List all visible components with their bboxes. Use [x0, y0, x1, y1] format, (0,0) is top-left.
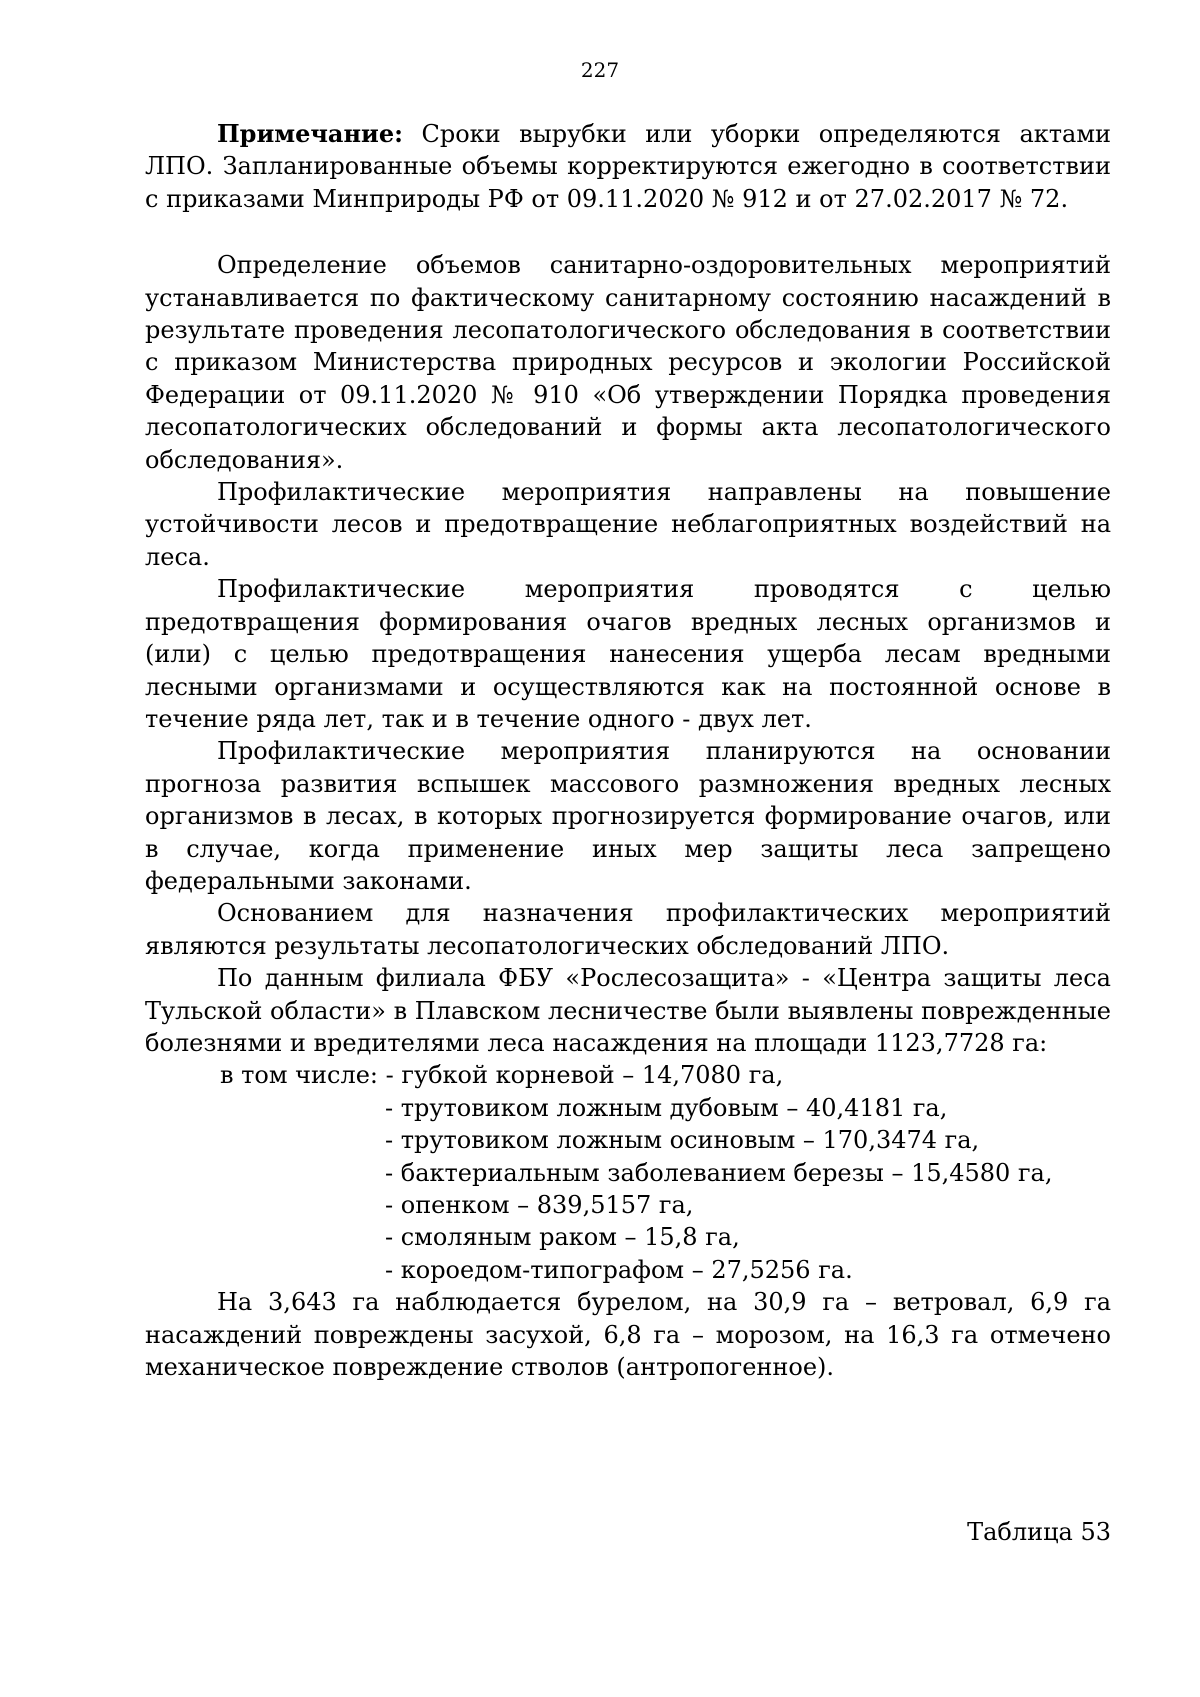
document-body — [145, 118, 1111, 1383]
paragraph-damage-data: По данным филиала ФБУ «Рослесозащита» - «Центра защиты леса Тульской области» в Плавском лесничестве были выявлены поврежденные болезнями и вредителями леса насаждения на площади 1123,7728 га: — [145, 964, 1111, 1057]
damage-list-item: - короедом-типографом – 27,5256 га. — [385, 1255, 853, 1284]
damage-list-item: - смоляным раком – 15,8 га, — [385, 1223, 740, 1252]
paragraph-preventive-planning: Профилактические мероприятия планируются на основании прогноза развития вспышек массового размножения вредных лесных организмов в лесах, в которых прогнозируется формирование очагов, или в случае, когда применение иных мер защиты леса запрещено федеральными законами. — [145, 737, 1111, 895]
paragraph-preventive-goals: Профилактические мероприятия проводятся с целью предотвращения формирования очагов вредных лесных организмов и (или) с целью предотвращения нанесения ущерба лесам вредными лесными организмами и осуществляются как на постоянной основе в течение ряда лет, так и в течение одного - двух лет. — [145, 575, 1111, 733]
note-text: Сроки вырубки или уборки определяются актами ЛПО. Запланированные объемы корректируются ежегодно в соответствии с приказами Минприроды РФ от 09.11.2020 № 912 и от 27.02.2017 № 72. — [145, 120, 1111, 213]
paragraph-sanitary-volumes: Определение объемов санитарно-оздоровительных мероприятий устанавливается по фактическому санитарному состоянию насаждений в результате проведения лесопатологического обследования в соответствии с приказом Министерства природных ресурсов и экологии Российской Федерации от 09.11.2020 № 910 «Об утверждении Порядка проведения лесопатологических обследований и формы акта лесопатологического обследования». — [145, 251, 1111, 474]
damage-list-item: - трутовиком ложным осиновым – 170,3474 га, — [385, 1126, 980, 1155]
paragraph-preventive-purpose: Профилактические мероприятия направлены на повышение устойчивости лесов и предотвращение неблагоприятных воздействий на леса. — [145, 478, 1111, 571]
page-number: 227 — [580, 58, 620, 82]
note-label: Примечание: — [217, 119, 403, 148]
table-caption: Таблица 53 — [967, 1518, 1111, 1546]
paragraph-other-damage: На 3,643 га наблюдается бурелом, на 30,9 га – ветровал, 6,9 га насаждений повреждены засухой, 6,8 га – морозом, на 16,3 га отмечено механическое повреждение стволов (антропогенное). — [145, 1288, 1111, 1382]
paragraph-preventive-basis: Основанием для назначения профилактических мероприятий являются результаты лесопатологических обследований ЛПО. — [145, 899, 1111, 960]
damage-list-item: - трутовиком ложным дубовым – 40,4181 га, — [385, 1093, 948, 1122]
damage-list-item: - бактериальным заболеванием березы – 15,4580 га, — [385, 1158, 1053, 1187]
damage-list-item: - опенком – 839,5157 га, — [385, 1191, 694, 1219]
damage-list — [145, 1059, 1111, 1286]
note-paragraph — [145, 118, 1111, 215]
damage-list-item: в том числе: - губкой корневой – 14,7080 га, — [220, 1061, 784, 1090]
